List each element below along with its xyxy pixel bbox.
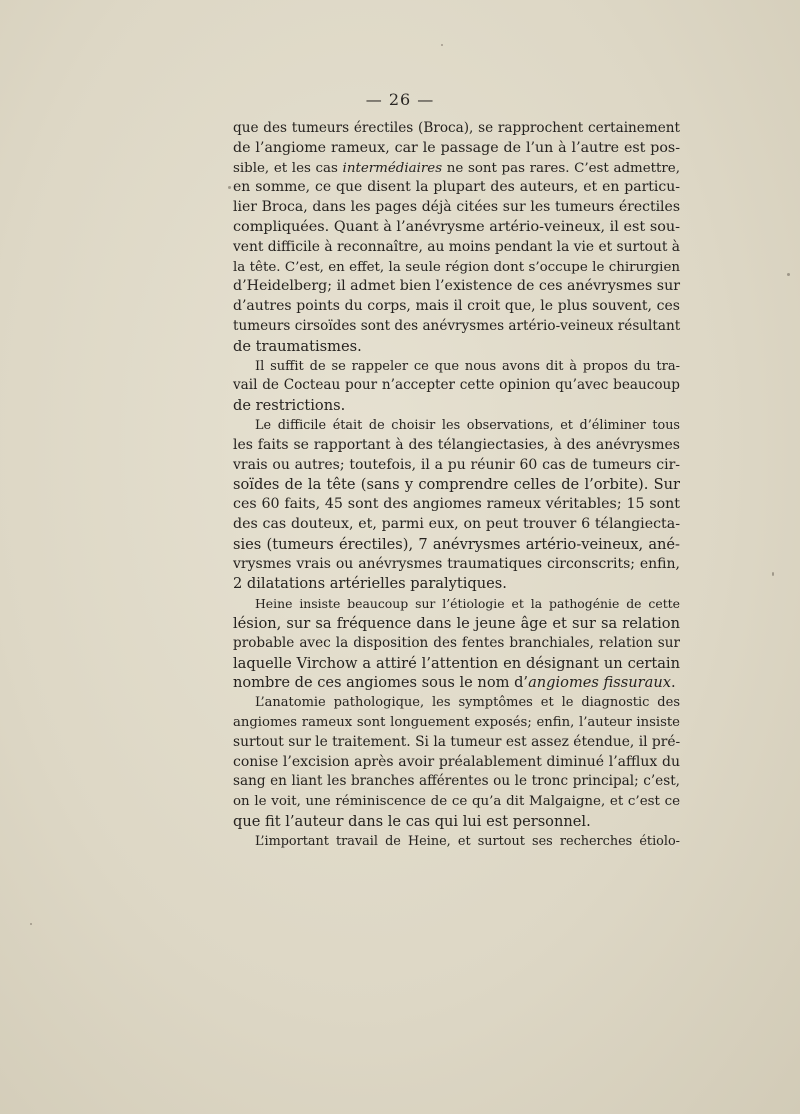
page-number: — 26 — xyxy=(365,90,435,109)
text-line: L’anatomie pathologique, les symptômes et le diagnostic des xyxy=(255,695,680,711)
text-line: lier Broca, dans les pages déjà citées sur les tumeurs érectiles xyxy=(233,199,680,216)
text-line: surtout sur le traitement. Si la tumeur est assez étendue, il pré- xyxy=(233,733,681,750)
text-line: vail de Cocteau pour n’accepter cette opinion qu’avec beaucoup xyxy=(233,377,680,394)
text-line: nombre de ces angiomes sous le nom d’angiomes fissuraux. xyxy=(233,674,676,692)
text-line: vrysmes vrais ou anévrysmes traumatiques circonscrits; enfin, xyxy=(233,555,680,572)
text-line: Le difficile était de choisir les observations, et d’éliminer tous xyxy=(255,417,680,433)
text-line: tumeurs cirsoïdes sont des anévrysmes artério-veineux résultant xyxy=(233,317,681,334)
text-line: d’Heidelberg; il admet bien l’existence de ces anévrysmes sur xyxy=(233,278,680,295)
text-line: sang en liant les branches afférentes ou le tronc principal; c’est, xyxy=(233,773,680,790)
text-line: Il suffit de se rappeler ce que nous avons dit à propos du tra- xyxy=(255,358,680,374)
text-line: conise l’excision après avoir préalablement diminué l’afflux du xyxy=(233,753,680,770)
text-line: d’autres points du corps, mais il croit que, le plus souvent, ces xyxy=(233,298,680,315)
text-line: on le voit, une réminiscence de ce qu’a dit Malgaigne, et c’est ce xyxy=(233,794,680,810)
text-line: en somme, ce que disent la plupart des auteurs, et en particu- xyxy=(233,179,680,196)
text-line: angiomes rameux sont longuement exposés; enfin, l’auteur insiste xyxy=(233,714,680,730)
text-line: 2 dilatations artérielles paralytiques. xyxy=(233,575,507,593)
text-line: vrais ou autres; toutefois, il a pu réunir 60 cas de tumeurs cir- xyxy=(233,456,680,473)
paper-speck xyxy=(30,923,32,925)
text-line: des cas douteux, et, parmi eux, on peut trouver 6 télangiecta- xyxy=(233,515,680,532)
text-line: soïdes de la tête (sans y comprendre celles de l’orbite). Sur xyxy=(233,476,680,494)
paper-speck xyxy=(228,186,231,189)
text-line: de restrictions. xyxy=(233,397,346,415)
paper-speck xyxy=(441,44,443,46)
text-line: la tête. C’est, en effet, la seule région dont s’occupe le chirurgien xyxy=(233,259,680,275)
text-line: compliquées. Quant à l’anévrysme artério-veineux, il est sou- xyxy=(233,218,680,235)
paper-speck xyxy=(772,572,774,576)
text-line: que fit l’auteur dans le cas qui lui est personnel. xyxy=(233,812,591,830)
text-line: L’important travail de Heine, et surtout ses recherches étiolo- xyxy=(255,833,680,849)
text-line: sies (tumeurs érectiles), 7 anévrysmes artério-veineux, ané- xyxy=(233,535,680,553)
text-line: laquelle Virchow a attiré l’attention en désignant un certain xyxy=(233,654,680,672)
text-line: que des tumeurs érectiles (Broca), se rapprochent certainement xyxy=(233,120,680,136)
body-text xyxy=(233,119,680,851)
text-line: vent difficile à reconnaître, au moins pendant la vie et surtout à xyxy=(233,238,680,255)
text-line: sible, et les cas intermédiaires ne sont pas rares. C’est admettre, xyxy=(233,160,680,176)
text-line: de l’angiome rameux, car le passage de l’un à l’autre est pos- xyxy=(233,139,680,156)
text-line: probable avec la disposition des fentes branchiales, relation sur xyxy=(233,634,680,651)
text-line: ces 60 faits, 45 sont des angiomes rameux véritables; 15 sont xyxy=(233,496,680,513)
text-line: les faits se rapportant à des télangiectasies, à des anévrysmes xyxy=(233,436,680,453)
paper-speck xyxy=(787,273,790,276)
text-line: lésion, sur sa fréquence dans le jeune âge et sur sa relation xyxy=(233,614,680,632)
text-line: Heine insiste beaucoup sur l’étiologie et la pathogénie de cette xyxy=(255,596,680,612)
text-line: de traumatismes. xyxy=(233,337,362,355)
